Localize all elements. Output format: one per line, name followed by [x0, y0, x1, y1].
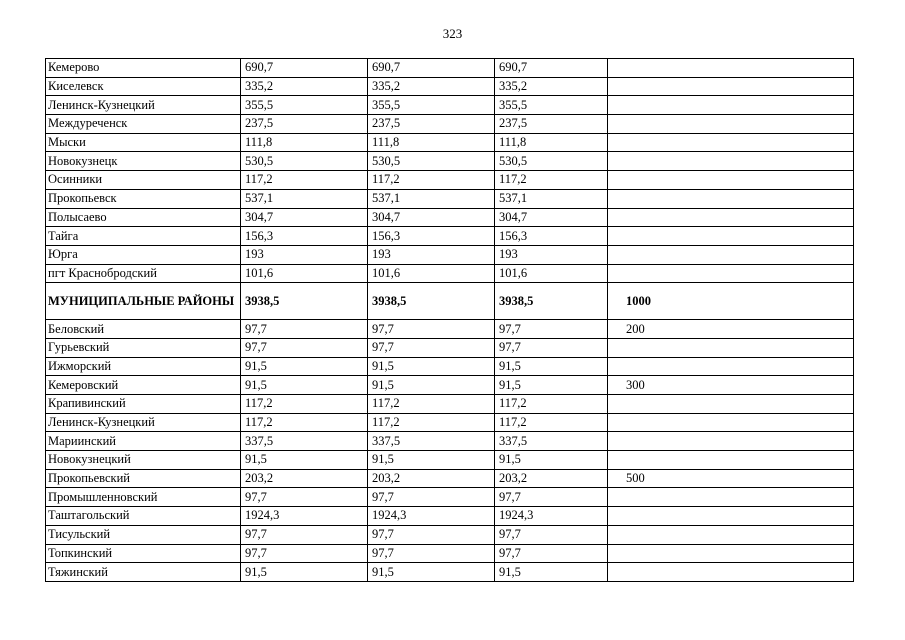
table-row: [46, 59, 854, 78]
cell-value-4: 200: [608, 320, 854, 339]
cell-value-2: 117,2: [368, 171, 495, 190]
table-row: [46, 488, 854, 507]
cell-value-2: 111,8: [368, 133, 495, 152]
cell-value-1: 97,7: [241, 525, 368, 544]
cell-value-3: 91,5: [495, 563, 608, 582]
cell-value-3: 690,7: [495, 59, 608, 78]
cell-name: Кемерово: [46, 59, 241, 78]
table-row: [46, 96, 854, 115]
cell-name: Киселевск: [46, 77, 241, 96]
cell-value-4: [608, 227, 854, 246]
cell-name: Кемеровский: [46, 376, 241, 395]
cell-value-1: 111,8: [241, 133, 368, 152]
table-row: [46, 507, 854, 526]
cell-value-3: 97,7: [495, 338, 608, 357]
cell-value-2: 530,5: [368, 152, 495, 171]
table-row: [46, 264, 854, 283]
cell-value-2: 337,5: [368, 432, 495, 451]
table-row: [46, 338, 854, 357]
table-row: [46, 563, 854, 582]
table-row: [46, 245, 854, 264]
cell-value-4: [608, 208, 854, 227]
cell-value-1: 690,7: [241, 59, 368, 78]
cell-value-2: 156,3: [368, 227, 495, 246]
cell-value-2: 690,7: [368, 59, 495, 78]
table-row: [46, 376, 854, 395]
cell-value-2: 117,2: [368, 395, 495, 414]
cell-value-3: 335,2: [495, 77, 608, 96]
cell-value-2: 91,5: [368, 451, 495, 470]
cell-value-2: 91,5: [368, 563, 495, 582]
cell-value-1: 304,7: [241, 208, 368, 227]
cell-value-1: 97,7: [241, 544, 368, 563]
cell-value-4: [608, 133, 854, 152]
cell-value-4: [608, 338, 854, 357]
cell-value-3: 530,5: [495, 152, 608, 171]
table-body: [46, 59, 854, 582]
cell-value-1: 117,2: [241, 413, 368, 432]
cell-value-1: 97,7: [241, 488, 368, 507]
cell-value-2: 97,7: [368, 338, 495, 357]
cell-name: Полысаево: [46, 208, 241, 227]
table-row: [46, 413, 854, 432]
cell-value-2: 3938,5: [368, 283, 495, 320]
cell-name: Междуреченск: [46, 115, 241, 134]
cell-value-2: 193: [368, 245, 495, 264]
cell-value-2: 101,6: [368, 264, 495, 283]
cell-name: Тайга: [46, 227, 241, 246]
cell-value-4: [608, 96, 854, 115]
table-row: [46, 208, 854, 227]
cell-value-1: 91,5: [241, 451, 368, 470]
cell-value-4: [608, 171, 854, 190]
cell-value-2: 203,2: [368, 469, 495, 488]
cell-name: Осинники: [46, 171, 241, 190]
cell-value-3: 91,5: [495, 357, 608, 376]
cell-name: Новокузнецк: [46, 152, 241, 171]
table-row: [46, 544, 854, 563]
cell-name: Мыски: [46, 133, 241, 152]
cell-value-1: 193: [241, 245, 368, 264]
table-row: [46, 525, 854, 544]
cell-value-4: [608, 189, 854, 208]
table-row: [46, 451, 854, 470]
table-row: [46, 395, 854, 414]
cell-value-4: [608, 115, 854, 134]
cell-value-4: [608, 77, 854, 96]
cell-value-4: [608, 395, 854, 414]
cell-value-3: 537,1: [495, 189, 608, 208]
cell-value-1: 117,2: [241, 395, 368, 414]
cell-value-2: 1924,3: [368, 507, 495, 526]
cell-value-4: [608, 451, 854, 470]
cell-value-4: [608, 544, 854, 563]
cell-value-1: 3938,5: [241, 283, 368, 320]
cell-name: Новокузнецкий: [46, 451, 241, 470]
cell-value-1: 530,5: [241, 152, 368, 171]
cell-name: Тяжинский: [46, 563, 241, 582]
cell-value-3: 355,5: [495, 96, 608, 115]
cell-name: Тисульский: [46, 525, 241, 544]
cell-value-4: 1000: [608, 283, 854, 320]
table-row-section-header: [46, 283, 854, 320]
cell-name: Промышленновский: [46, 488, 241, 507]
cell-name: Ижморский: [46, 357, 241, 376]
cell-value-3: 97,7: [495, 544, 608, 563]
cell-value-2: 97,7: [368, 320, 495, 339]
cell-value-4: [608, 525, 854, 544]
cell-name: Таштагольский: [46, 507, 241, 526]
data-table: [45, 58, 854, 582]
cell-value-3: 304,7: [495, 208, 608, 227]
cell-value-3: 156,3: [495, 227, 608, 246]
cell-value-4: [608, 432, 854, 451]
cell-name: Топкинский: [46, 544, 241, 563]
cell-value-4: 300: [608, 376, 854, 395]
cell-value-3: 117,2: [495, 413, 608, 432]
cell-value-3: 91,5: [495, 376, 608, 395]
cell-value-3: 237,5: [495, 115, 608, 134]
cell-value-2: 97,7: [368, 525, 495, 544]
cell-name: Беловский: [46, 320, 241, 339]
cell-value-4: [608, 245, 854, 264]
cell-value-4: [608, 413, 854, 432]
cell-value-2: 97,7: [368, 488, 495, 507]
cell-value-3: 1924,3: [495, 507, 608, 526]
cell-value-3: 97,7: [495, 488, 608, 507]
cell-value-3: 97,7: [495, 320, 608, 339]
table-row: [46, 152, 854, 171]
cell-value-4: [608, 488, 854, 507]
table-row: [46, 357, 854, 376]
cell-value-1: 117,2: [241, 171, 368, 190]
cell-value-3: 3938,5: [495, 283, 608, 320]
table-row: [46, 432, 854, 451]
cell-value-1: 203,2: [241, 469, 368, 488]
cell-value-3: 91,5: [495, 451, 608, 470]
cell-value-1: 91,5: [241, 376, 368, 395]
cell-value-3: 193: [495, 245, 608, 264]
cell-value-2: 237,5: [368, 115, 495, 134]
cell-value-3: 117,2: [495, 171, 608, 190]
cell-value-1: 91,5: [241, 357, 368, 376]
cell-value-2: 304,7: [368, 208, 495, 227]
cell-value-1: 1924,3: [241, 507, 368, 526]
cell-value-3: 101,6: [495, 264, 608, 283]
table-row: [46, 77, 854, 96]
table-row: [46, 133, 854, 152]
cell-value-1: 97,7: [241, 320, 368, 339]
cell-value-2: 97,7: [368, 544, 495, 563]
cell-name: Прокопьевск: [46, 189, 241, 208]
cell-value-1: 537,1: [241, 189, 368, 208]
cell-value-4: [608, 152, 854, 171]
page-number: 323: [442, 26, 463, 41]
cell-value-4: [608, 264, 854, 283]
cell-value-2: 335,2: [368, 77, 495, 96]
cell-name: Ленинск-Кузнецкий: [46, 96, 241, 115]
cell-value-2: 91,5: [368, 357, 495, 376]
cell-value-2: 355,5: [368, 96, 495, 115]
cell-value-4: [608, 507, 854, 526]
cell-value-2: 537,1: [368, 189, 495, 208]
cell-value-4: [608, 357, 854, 376]
cell-value-3: 117,2: [495, 395, 608, 414]
cell-value-4: [608, 59, 854, 78]
table-row: [46, 320, 854, 339]
cell-value-2: 117,2: [368, 413, 495, 432]
cell-name: МУНИЦИПАЛЬНЫЕ РАЙОНЫ: [46, 283, 241, 320]
cell-name: Гурьевский: [46, 338, 241, 357]
cell-value-1: 91,5: [241, 563, 368, 582]
cell-name: Юрга: [46, 245, 241, 264]
cell-value-4: 500: [608, 469, 854, 488]
cell-value-3: 111,8: [495, 133, 608, 152]
cell-name: Ленинск-Кузнецкий: [46, 413, 241, 432]
cell-value-1: 335,2: [241, 77, 368, 96]
cell-value-1: 337,5: [241, 432, 368, 451]
table-row: [46, 227, 854, 246]
cell-value-4: [608, 563, 854, 582]
cell-name: Крапивинский: [46, 395, 241, 414]
cell-value-3: 97,7: [495, 525, 608, 544]
table-row: [46, 469, 854, 488]
cell-value-2: 91,5: [368, 376, 495, 395]
cell-value-1: 101,6: [241, 264, 368, 283]
table-row: [46, 171, 854, 190]
table-row: [46, 115, 854, 134]
cell-value-3: 337,5: [495, 432, 608, 451]
cell-value-3: 203,2: [495, 469, 608, 488]
cell-name: пгт Краснобродский: [46, 264, 241, 283]
cell-value-1: 355,5: [241, 96, 368, 115]
cell-name: Прокопьевский: [46, 469, 241, 488]
cell-value-1: 237,5: [241, 115, 368, 134]
table-row: [46, 189, 854, 208]
cell-value-1: 156,3: [241, 227, 368, 246]
cell-value-1: 97,7: [241, 338, 368, 357]
cell-name: Мариинский: [46, 432, 241, 451]
